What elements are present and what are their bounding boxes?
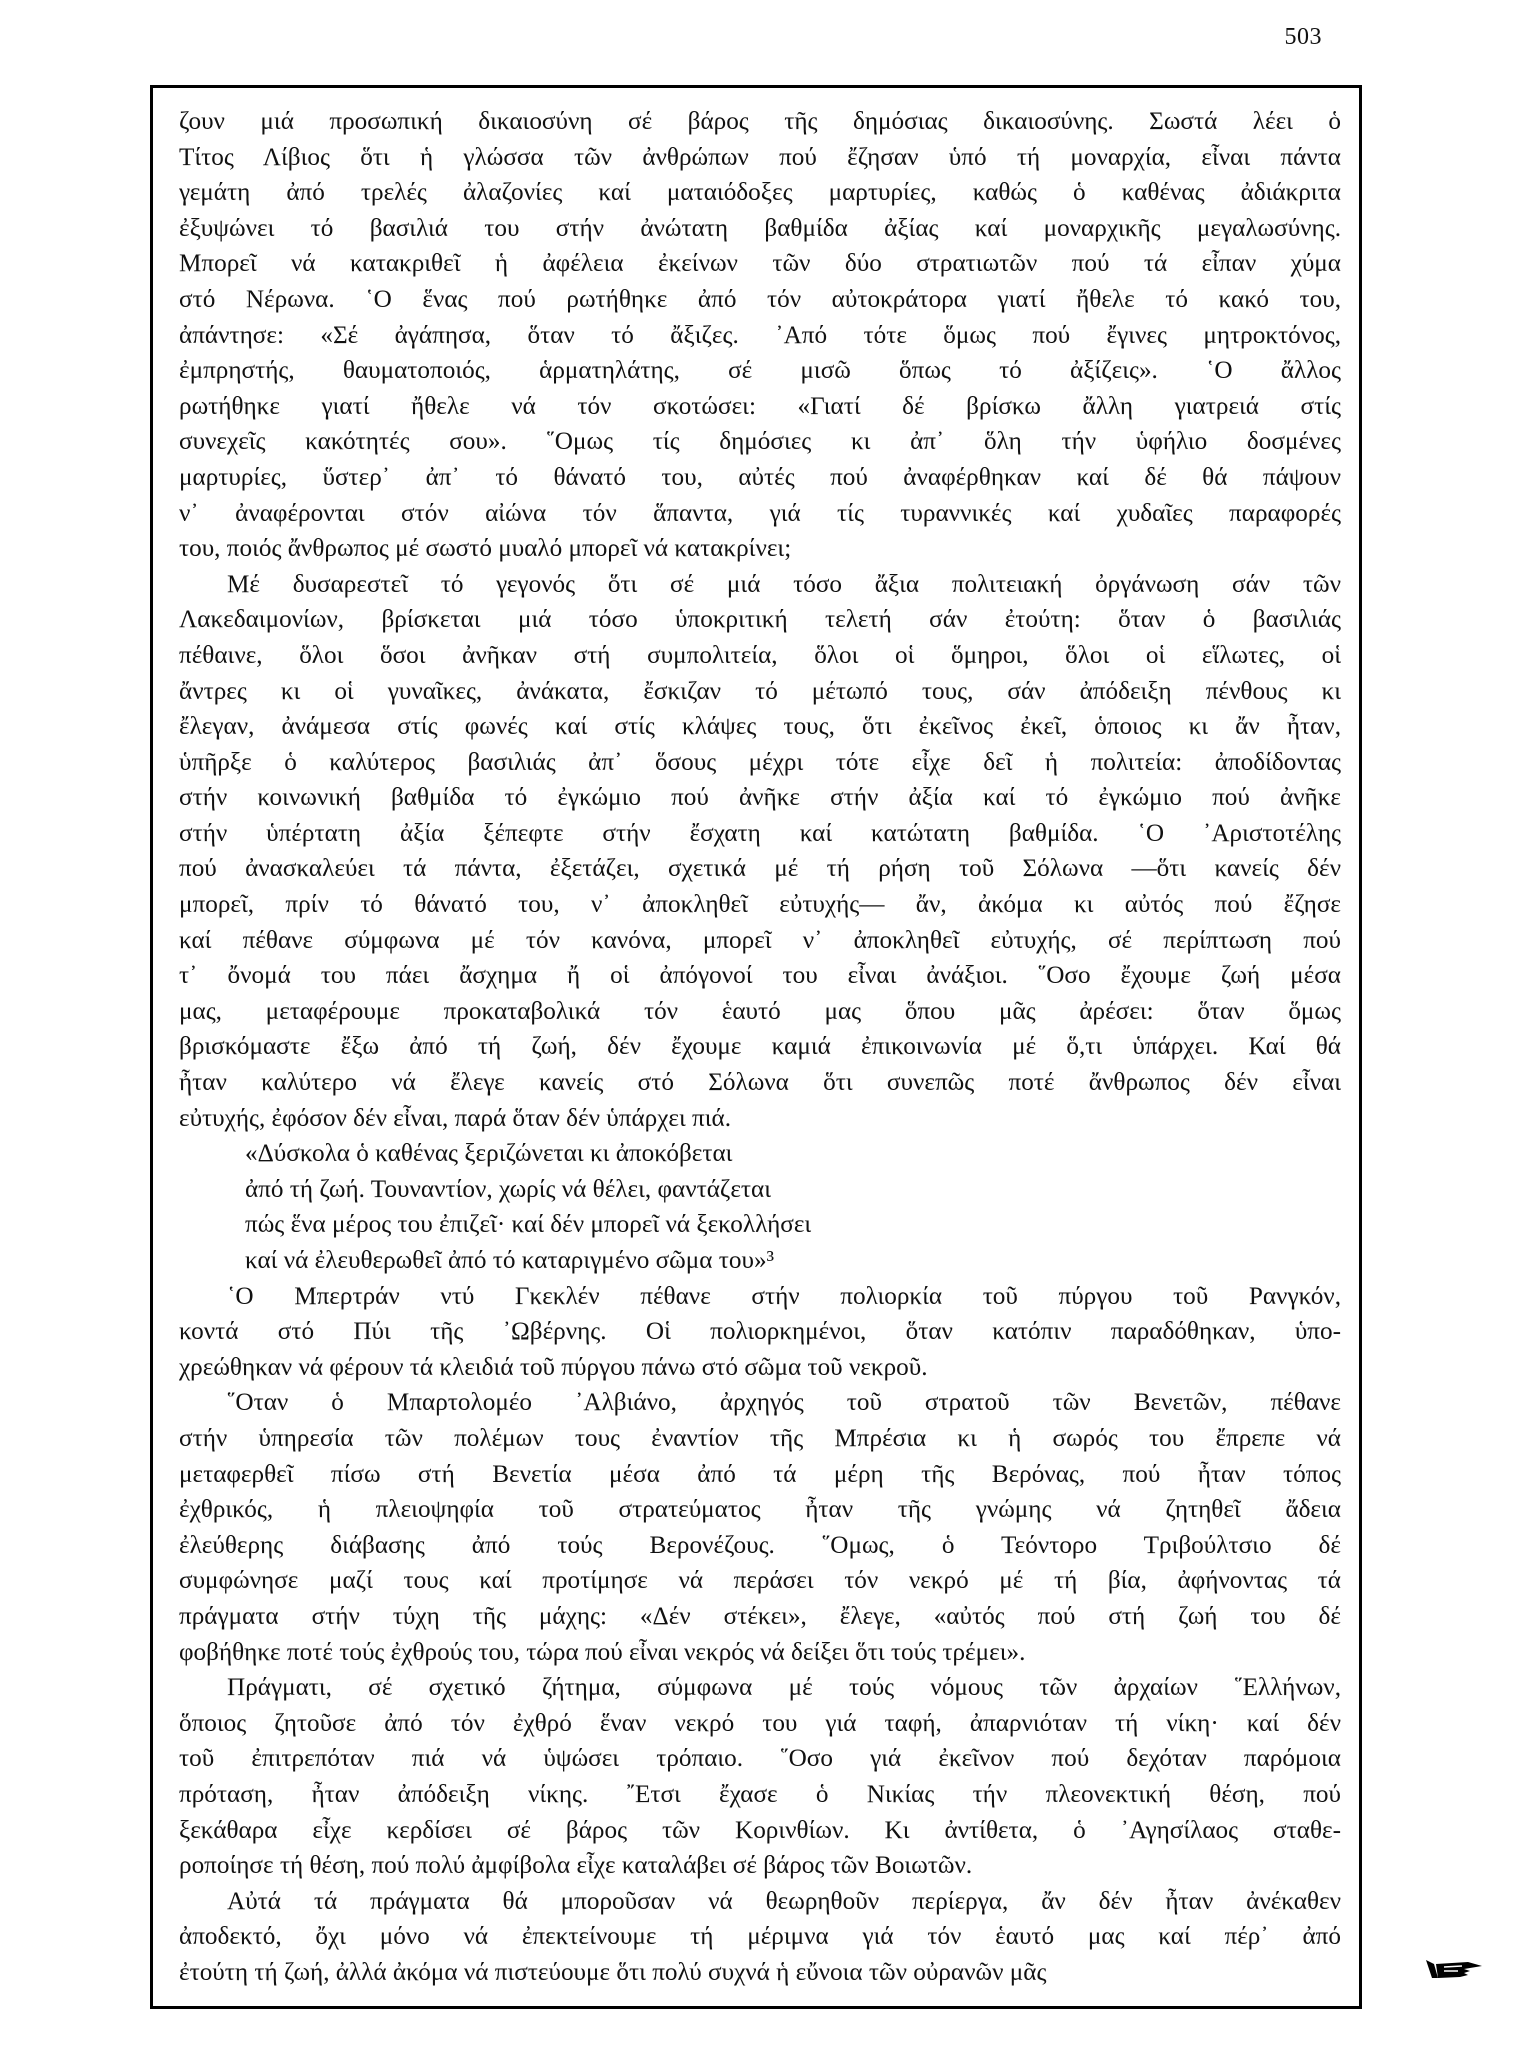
text-line: Λακεδαιμονίων, βρίσκεται μιά τόσο ὑποκριτική τελετή σάν ἐτούτη: ὅταν ὁ βασιλιάς bbox=[179, 606, 1341, 634]
text-line: ἀπάντησε: «Σέ ἀγάπησα, ὅταν τό ἄξιζες. ᾽Από τότε ὅμως πού ἔγινες μητροκτόνος, bbox=[179, 321, 1341, 349]
paragraph bbox=[179, 1884, 1341, 1991]
text-line: πράγματα στήν τύχη τῆς μάχης: «Δέν στέκει», ἔλεγε, «αὐτός πού στή ζωή του δέ bbox=[179, 1602, 1341, 1630]
text-line: στήν ὑπηρεσία τῶν πολέμων τους ἐναντίον τῆς Μπρέσια κι ἡ σωρός του ἔπρεπε νά bbox=[179, 1424, 1341, 1452]
text-line: καί πέθανε σύμφωνα μέ τόν κανόνα, μπορεῖ ν᾽ ἀποκληθεῖ εὐτυχής, σέ περίπτωση πού bbox=[179, 926, 1341, 954]
body-text bbox=[179, 104, 1341, 1990]
verse-line: «Δύσκολα ὁ καθένας ξεριζώνεται κι ἀποκόβεται bbox=[245, 1140, 733, 1168]
text-line: Τίτος Λίβιος ὅτι ἡ γλώσσα τῶν ἀνθρώπων πού ἔζησαν ὑπό τή μοναρχία, εἶναι πάντα bbox=[179, 143, 1341, 171]
text-line: ἦταν καλύτερο νά ἔλεγε κανείς στό Σόλωνα ὅτι συνεπῶς ποτέ ἄνθρωπος δέν εἶναι bbox=[179, 1069, 1341, 1097]
text-line: τ᾽ ὄνομά του πάει ἄσχημα ἤ οἱ ἀπόγονοί του εἶναι ἀνάξιοι. ῞Οσο ἔχουμε ζωή μέσα bbox=[179, 962, 1341, 990]
text-line: ἀποδεκτό, ὄχι μόνο νά ἐπεκτείνουμε τή μέριμνα γιά τόν ἑαυτό μας καί πέρ᾽ ἀπό bbox=[179, 1923, 1341, 1951]
text-line: συμφώνησε μαζί τους καί προτίμησε νά περάσει τόν νεκρό μέ τή βία, ἀφήνοντας τά bbox=[179, 1567, 1341, 1595]
text-line: ἐτούτη τή ζωή, ἀλλά ἀκόμα νά πιστεύουμε ὅτι πολύ συχνά ἡ εὔνοια τῶν οὐρανῶν μᾶς bbox=[179, 1958, 1047, 1986]
text-line: του, ποιός ἄνθρωπος μέ σωστό μυαλό μπορεῖ νά κατακρίνει; bbox=[179, 535, 792, 563]
paragraph bbox=[179, 1279, 1341, 1386]
paragraph bbox=[179, 1385, 1341, 1670]
text-line: τοῦ ἐπιτρεπόταν πιά νά ὑψώσει τρόπαιο. ῞Οσο γιά ἐκεῖνον πού δεχόταν παρόμοια bbox=[179, 1745, 1341, 1773]
text-line: στήν κοινωνική βαθμίδα τό ἐγκώμιο πού ἀνῆκε στήν ἀξία καί τό ἐγκώμιο πού ἀνῆκε bbox=[179, 784, 1341, 812]
text-line: ροποίησε τή θέση, πού πολύ ἀμφίβολα εἶχε καταλάβει σέ βάρος τῶν Βοιωτῶν. bbox=[179, 1852, 973, 1880]
text-line: στήν ὑπέρτατη ἀξία ξέπεφτε στήν ἔσχατη καί κατώτατη βαθμίδα. ῾Ο ᾽Αριστοτέλης bbox=[179, 819, 1341, 847]
text-line: ν᾽ ἀναφέρονται στόν αἰώνα τόν ἅπαντα, γιά τίς τυραννικές καί χυδαῖες παραφορές bbox=[179, 499, 1341, 527]
text-line: ἐχθρικός, ἡ πλειοψηφία τοῦ στρατεύματος ἦταν τῆς γνώμης νά ζητηθεῖ ἄδεια bbox=[179, 1496, 1341, 1524]
text-line: ῾Ο Μπερτράν ντύ Γκεκλέν πέθανε στήν πολιορκία τοῦ πύργου τοῦ Ρανγκόν, bbox=[227, 1282, 1341, 1310]
text-line: ἔλεγαν, ἀνάμεσα στίς φωνές καί στίς κλάψες τους, ὅτι ἐκεῖνος ἐκεῖ, ὁποιος κι ἄν ἦταν, bbox=[179, 713, 1341, 741]
page-number: 503 bbox=[1284, 24, 1322, 50]
text-line: πέθαινε, ὅλοι ὅσοι ἀνῆκαν στή συμπολιτεία, ὅλοι οἱ ὅμηροι, ὅλοι οἱ εἵλωτες, οἱ bbox=[179, 641, 1341, 669]
text-line: ἐμπρηστής, θαυματοποιός, ἁρματηλάτης, σέ μισῶ ὅπως τό ἀξίζεις». ῾Ο ἄλλος bbox=[179, 357, 1341, 385]
text-line: Αὐτά τά πράγματα θά μποροῦσαν νά θεωρηθοῦν περίεργα, ἄν δέν ἦταν ἀνέκαθεν bbox=[227, 1887, 1341, 1915]
text-line: ἐξυψώνει τό βασιλιά του στήν ἀνώτατη βαθμίδα ἀξίας καί μοναρχικῆς μεγαλωσύνης. bbox=[179, 214, 1341, 242]
verse-line: ἀπό τή ζωή. Τουναντίον, χωρίς νά θέλει, φαντάζεται bbox=[245, 1175, 772, 1203]
text-line: μπορεῖ, πρίν τό θάνατό του, ν᾽ ἀποκληθεῖ εὐτυχής— ἄν, ἀκόμα κι αὐτός πού ἔζησε bbox=[179, 891, 1341, 919]
text-line: κοντά στό Πύι τῆς ᾽Ωβέρνης. Οἱ πολιορκημένοι, ὅταν κατόπιν παραδόθηκαν, ὑπο- bbox=[179, 1318, 1341, 1346]
text-line: ὑπῆρξε ὁ καλύτερος βασιλιάς ἀπ᾽ ὅσους μέχρι τότε εἶχε δεῖ ἡ πολιτεία: ἀποδίδοντας bbox=[179, 748, 1341, 776]
text-line: ἄντρες κι οἱ γυναῖκες, ἀνάκατα, ἔσκιζαν τό μέτωπό τους, σάν ἀπόδειξη πένθους κι bbox=[179, 677, 1341, 705]
text-line: μας, μεταφέρουμε προκαταβολικά τόν ἑαυτό μας ὅπου μᾶς ἀρέσει: ὅταν ὅμως bbox=[179, 997, 1341, 1025]
paragraph bbox=[179, 1670, 1341, 1884]
text-line: βρισκόμαστε ἔξω ἀπό τή ζωή, δέν ἔχουμε καμιά ἐπικοινωνία μέ ὅ,τι ὑπάρχει. Καί θά bbox=[179, 1033, 1341, 1061]
paragraph bbox=[179, 104, 1341, 567]
verse-line: καί νά ἐλευθερωθεῖ ἀπό τό καταριγμένο σῶμα του»³ bbox=[245, 1247, 775, 1274]
text-line: πρόταση, ἦταν ἀπόδειξη νίκης. ῎Ετσι ἔχασε ὁ Νικίας τήν πλεονεκτική θέση, πού bbox=[179, 1780, 1341, 1808]
text-line: στό Νέρωνα. ῾Ο ἕνας πού ρωτήθηκε ἀπό τόν αὐτοκράτορα γιατί ἤθελε τό κακό του, bbox=[179, 285, 1341, 313]
text-line: Μπορεῖ νά κατακριθεῖ ἡ ἀφέλεια ἐκείνων τῶν δύο στρατιωτῶν πού τά εἶπαν χύμα bbox=[179, 250, 1341, 278]
text-line: Πράγματι, σέ σχετικό ζήτημα, σύμφωνα μέ τούς νόμους τῶν ἀρχαίων ῞Ελλήνων, bbox=[227, 1674, 1341, 1702]
text-line: πού ἀνασκαλεύει τά πάντα, ἐξετάζει, σχετικά μέ τή ρήση τοῦ Σόλωνα —ὅτι κανείς δέν bbox=[179, 855, 1341, 883]
pointing-hand-icon bbox=[1424, 1956, 1484, 1982]
text-line: συνεχεῖς κακότητές σου». ῞Ομως τίς δημόσιες κι ἀπ᾽ ὅλη τήν ὑφήλιο δοσμένες bbox=[179, 428, 1341, 456]
text-line: γεμάτη ἀπό τρελές ἀλαζονίες καί ματαιόδοξες μαρτυρίες, καθώς ὁ καθένας ἀδιάκριτα bbox=[179, 179, 1341, 207]
text-line: φοβήθηκε ποτέ τούς ἐχθρούς του, τώρα πού εἶναι νεκρός νά δείξει ὅτι τούς τρέμει». bbox=[179, 1638, 1026, 1666]
text-line: ζουν μιά προσωπική δικαιοσύνη σέ βάρος τῆς δημόσιας δικαιοσύνης. Σωστά λέει ὁ bbox=[179, 108, 1341, 135]
text-line: ῞Οταν ὁ Μπαρτολομέο ᾽Αλβιάνο, ἀρχηγός τοῦ στρατοῦ τῶν Βενετῶν, πέθανε bbox=[227, 1389, 1341, 1417]
text-line: ἐλεύθερης διάβασης ἀπό τούς Βερονέζους. ῞Ομως, ὁ Τεόντορο Τριβούλτσιο δέ bbox=[179, 1531, 1341, 1559]
text-line: χρεώθηκαν νά φέρουν τά κλειδιά τοῦ πύργου πάνω στό σῶμα τοῦ νεκροῦ. bbox=[179, 1353, 928, 1381]
text-line: ρωτήθηκε γιατί ἤθελε νά τόν σκοτώσει: «Γιατί δέ βρίσκω ἄλλη γιατρειά στίς bbox=[179, 392, 1341, 420]
verse-line: πώς ἕνα μέρος του ἐπιζεῖ· καί δέν μπορεῖ νά ξεκολλήσει bbox=[245, 1211, 812, 1239]
text-line: ὅποιος ζητοῦσε ἀπό τόν ἐχθρό ἕναν νεκρό του γιά ταφή, ἀπαρνιόταν τή νίκη· καί δέν bbox=[179, 1709, 1341, 1737]
text-line: εὐτυχής, ἐφόσον δέν εἶναι, παρά ὅταν δέν ὑπάρχει πιά. bbox=[179, 1104, 732, 1132]
paragraph bbox=[179, 1136, 1341, 1278]
text-line: μεταφερθεῖ πίσω στή Βενετία μέσα ἀπό τά μέρη τῆς Βερόνας, πού ἦταν τόπος bbox=[179, 1460, 1341, 1488]
paragraph bbox=[179, 567, 1341, 1137]
text-line: μαρτυρίες, ὕστερ᾽ ἀπ᾽ τό θάνατό του, αὐτές πού ἀναφέρθηκαν καί δέ θά πάψουν bbox=[179, 463, 1341, 491]
text-line: ξεκάθαρα εἶχε κερδίσει σέ βάρος τῶν Κορινθίων. Κι ἀντίθετα, ὁ ᾽Αγησίλαος σταθε- bbox=[179, 1816, 1341, 1844]
text-line: Μέ δυσαρεστεῖ τό γεγονός ὅτι σέ μιά τόσο ἄξια πολιτειακή ὀργάνωση σάν τῶν bbox=[227, 570, 1341, 598]
